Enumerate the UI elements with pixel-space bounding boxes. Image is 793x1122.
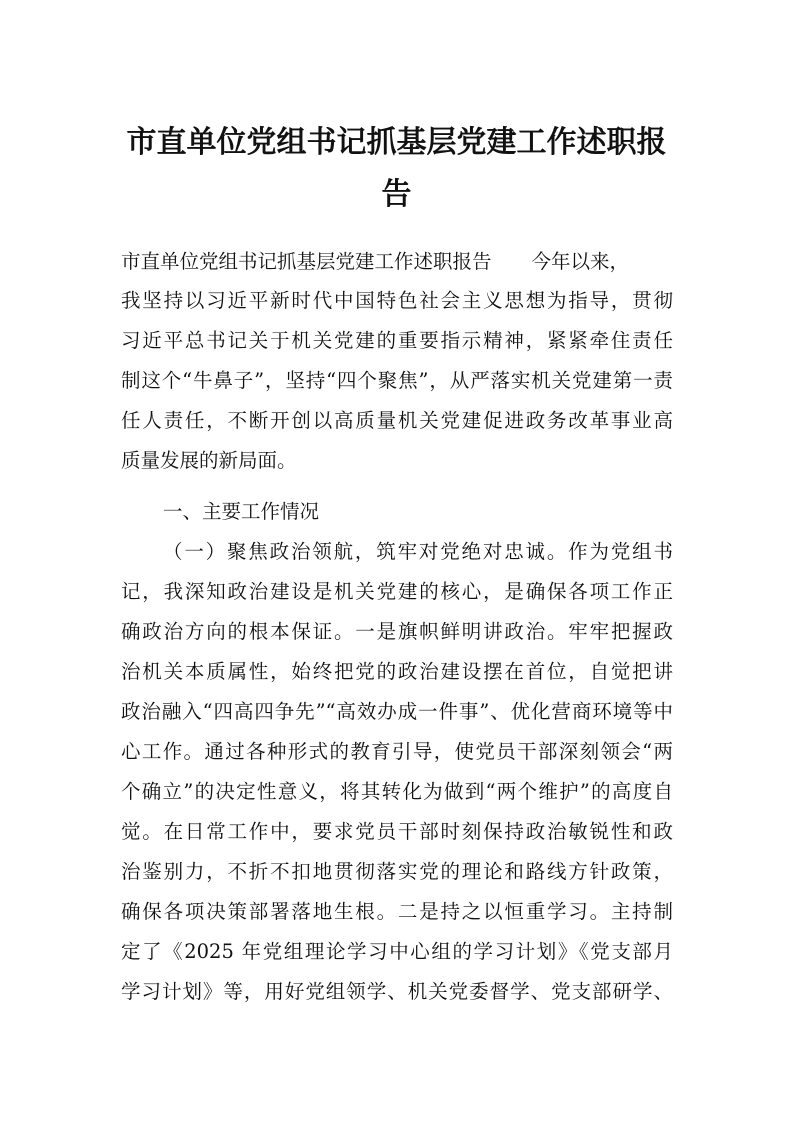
paragraph-line: 个确立”的决定性意义，将其转化为做到“两个维护”的高度自 [121,780,673,803]
paragraph-line: 记，我深知政治建设是机关党建的核心，是确保各项工作正 [121,580,673,603]
paragraph-line: 任人责任，不断开创以高质量机关党建促进政务改革事业高 [121,409,673,432]
paragraph-line: 政治融入“四高四争先”“高效办成一件事”、优化营商环境等中 [121,700,673,723]
paragraph-line: 治鉴别力，不折不扣地贯彻落实党的理论和路线方针政策， [121,860,673,883]
paragraph-line: 学习计划》等，用好党组领学、机关党委督学、党支部研学、 [121,980,673,1003]
paragraph-line: 定了《2025 年党组理论学习中心组的学习计划》《党支部月 [121,940,673,963]
paragraph-line: 确保各项决策部署落地生根。二是持之以恒重学习。主持制 [121,900,673,923]
section-heading: 一、主要工作情况 [163,500,320,523]
paragraph-line: 习近平总书记关于机关党建的重要指示精神，紧紧牵住责任 [121,329,673,352]
paragraph-line: 觉。在日常工作中，要求党员干部时刻保持政治敏锐性和政 [121,820,673,843]
paragraph-line: 治机关本质属性，始终把党的政治建设摆在首位，自觉把讲 [121,660,673,683]
paragraph-line: 我坚持以习近平新时代中国特色社会主义思想为指导，贯彻 [121,289,673,312]
document-title-line-2: 告 [381,177,412,212]
paragraph-line: 质量发展的新局面。 [121,449,297,472]
paragraph-line: （一）聚焦政治领航，筑牢对党绝对忠诚。作为党组书 [163,540,673,563]
paragraph-line: 确政治方向的根本保证。一是旗帜鲜明讲政治。牢牢把握政 [121,620,673,643]
paragraph-line: 市直单位党组书记抓基层党建工作述职报告 今年以来， [121,250,630,273]
paragraph-line: 制这个“牛鼻子”，坚持“四个聚焦”，从严落实机关党建第一责 [121,369,673,392]
document-title-line-1: 市直单位党组书记抓基层党建工作述职报 [126,125,667,160]
paragraph-line: 心工作。通过各种形式的教育引导，使党员干部深刻领会“两 [121,740,673,763]
